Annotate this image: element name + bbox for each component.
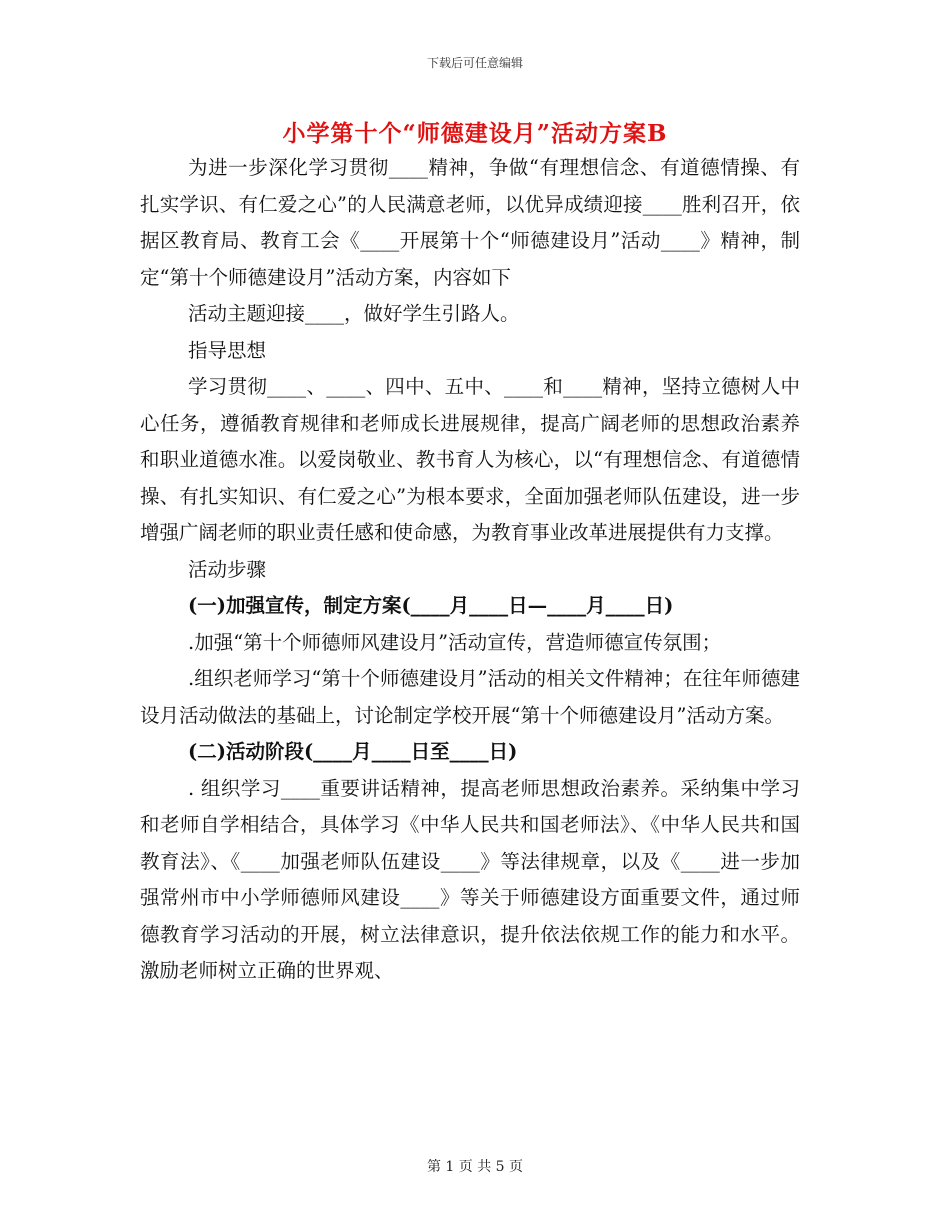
guiding-heading: 指导思想	[188, 338, 267, 362]
step1-item-2: .组织老师学习“第十个师德建设月”活动的相关文件精神；在往年师德建设月活动做法的基础上，讨论制定学校开展“第十个师德建设月”活动方案。	[140, 667, 800, 727]
document-title: 小学第十个“师德建设月”活动方案B	[282, 120, 668, 147]
step2-heading: (二)活动阶段(____月____日至____日)	[188, 740, 518, 763]
page-header: 下载后可任意编辑	[426, 56, 523, 70]
theme-paragraph: 活动主题迎接____，做好学生引路人。	[188, 302, 520, 325]
step2-item-1: . 组织学习____重要讲话精神，提高老师思想政治素养。采纳集中学习和老师自学相结合，具体学习《中华人民共和国老师法》、《中华人民共和国教育法》、《____加强老师队伍建设____》等法律规章，以及《____进一步加强常州市中小学师德师风建设____》等关于师德建设方面重要文件，通过师德教育学习活动的开展，树立法律意识，提升依法依规工作的能力和水平。激励老师树立正确的世界观、	[140, 776, 800, 982]
guiding-paragraph: 学习贯彻____、____、四中、五中、____和____精神，坚持立德树人中心任务，遵循教育规律和老师成长进展规律，提高广阔老师的思想政治素养和职业道德水准。以爱岗敬业、教书育人为核心，以“有理想信念、有道德情操、有扎实知识、有仁爱之心”为根本要求，全面加强老师队伍建设，进一步增强广阔老师的职业责任感和使命感，为教育事业改革进展提供有力支撑。	[140, 375, 800, 544]
step1-item-1: .加强“第十个师德师风建设月”活动宣传，营造师德宣传氛围；	[188, 630, 722, 654]
steps-heading: 活动步骤	[188, 557, 267, 581]
intro-paragraph: 为进一步深化学习贯彻____精神，争做“有理想信念、有道德情操、有扎实学识、有仁爱之心”的人民满意老师，以优异成绩迎接____胜利召开，依据区教育局、教育工会《____开展第十个“师德建设月”活动____》精神，制定“第十个师德建设月”活动方案，内容如下	[140, 156, 800, 289]
page-footer: 第 1 页 共 5 页	[426, 1159, 524, 1175]
document-body	[140, 150, 800, 990]
step1-heading: (一)加强宣传，制定方案(____月____日—____月____日)	[188, 594, 674, 617]
